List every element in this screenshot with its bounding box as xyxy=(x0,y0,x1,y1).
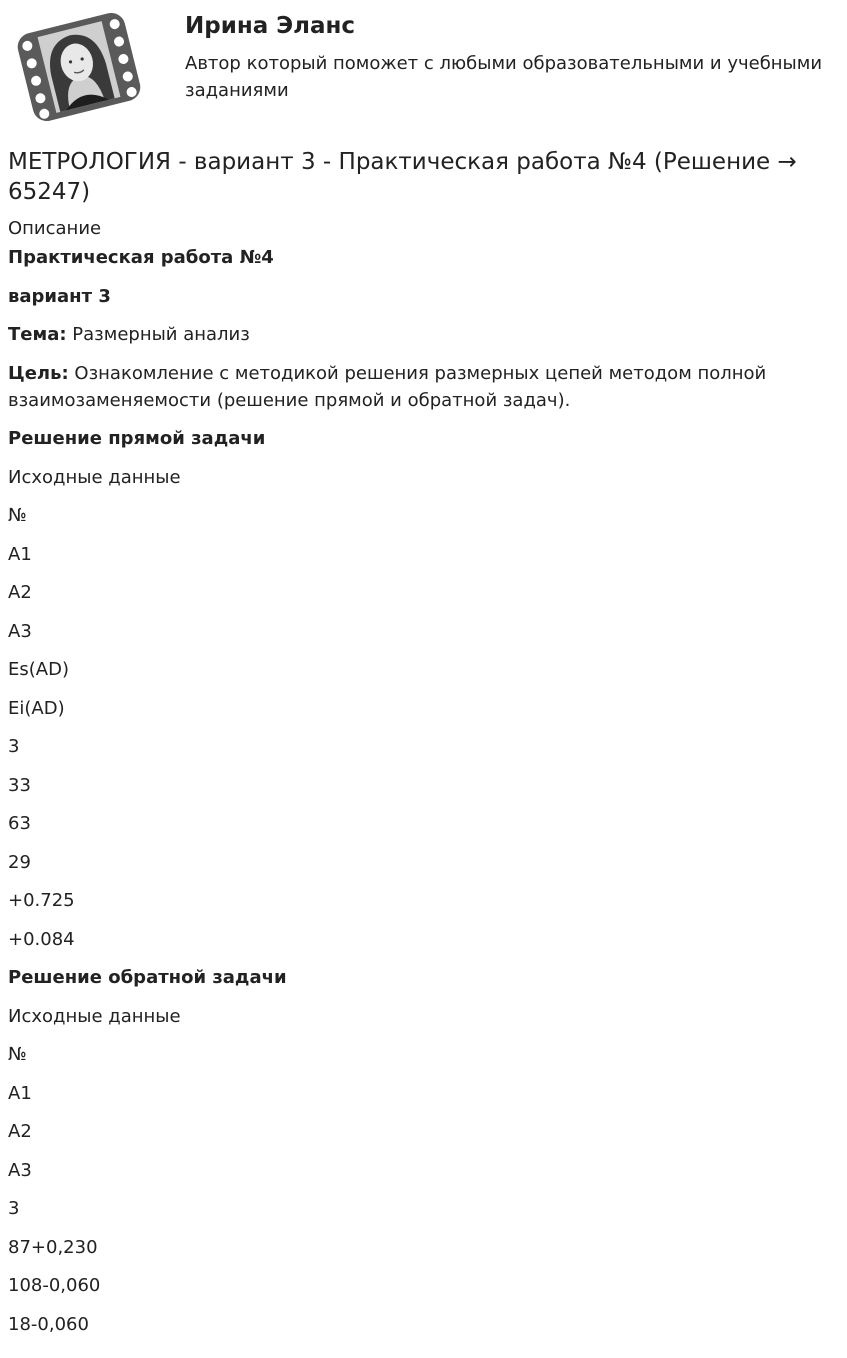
direct-task-item: 63 xyxy=(8,813,31,834)
inverse-task-heading: Решение обратной задачи xyxy=(8,967,287,988)
direct-task-item: Ei(AD) xyxy=(8,697,65,719)
direct-task-item: А2 xyxy=(8,582,32,603)
topic-line xyxy=(8,321,840,348)
goal-value: Ознакомление с методикой решения размерных цепей методом полной взаимозаменяемости (решение прямой и обратной задач). xyxy=(8,362,767,411)
author-card xyxy=(0,0,847,130)
direct-task-item: А1 xyxy=(8,543,32,565)
direct-task-item: Es(AD) xyxy=(8,659,69,680)
direct-task-item: +0.084 xyxy=(8,928,75,950)
direct-task-item: № xyxy=(8,505,27,526)
author-description: Автор который поможет с любыми образовательными и учебными заданиями xyxy=(185,53,823,101)
variant-label: вариант 3 xyxy=(8,285,111,307)
direct-task-item: 33 xyxy=(8,774,31,796)
avatar[interactable] xyxy=(8,8,150,126)
topic-label: Тема: xyxy=(8,324,67,345)
inverse-task-item: А2 xyxy=(8,1121,32,1142)
description-content xyxy=(8,244,840,1349)
direct-task-item: 29 xyxy=(8,851,31,873)
direct-task-source-label: Исходные данные xyxy=(8,466,181,488)
inverse-task-source-label: Исходные данные xyxy=(8,1005,181,1027)
topic-value: Размерный анализ xyxy=(72,324,250,345)
inverse-task-item: 87+0,230 xyxy=(8,1236,98,1258)
direct-task-heading: Решение прямой задачи xyxy=(8,428,266,449)
inverse-task-item: А1 xyxy=(8,1082,32,1104)
description-label: Описание xyxy=(8,218,102,239)
inverse-task-item: 18-0,060 xyxy=(8,1313,89,1335)
inverse-task-item: 3 xyxy=(8,1198,20,1219)
inverse-task-item: 108-0,060 xyxy=(8,1275,101,1296)
direct-task-item: +0.725 xyxy=(8,890,75,911)
direct-task-item: 3 xyxy=(8,736,20,757)
work-title: Практическая работа №4 xyxy=(8,247,274,268)
author-name[interactable]: Ирина Эланс xyxy=(185,13,356,39)
goal-line xyxy=(8,360,840,414)
page-title: МЕТРОЛОГИЯ - вариант 3 - Практическая работа №4 (Решение → 65247) xyxy=(8,149,797,205)
inverse-task-item: А3 xyxy=(8,1159,32,1181)
direct-task-item: А3 xyxy=(8,620,32,642)
goal-label: Цель: xyxy=(8,362,69,384)
inverse-task-item: № xyxy=(8,1044,27,1065)
